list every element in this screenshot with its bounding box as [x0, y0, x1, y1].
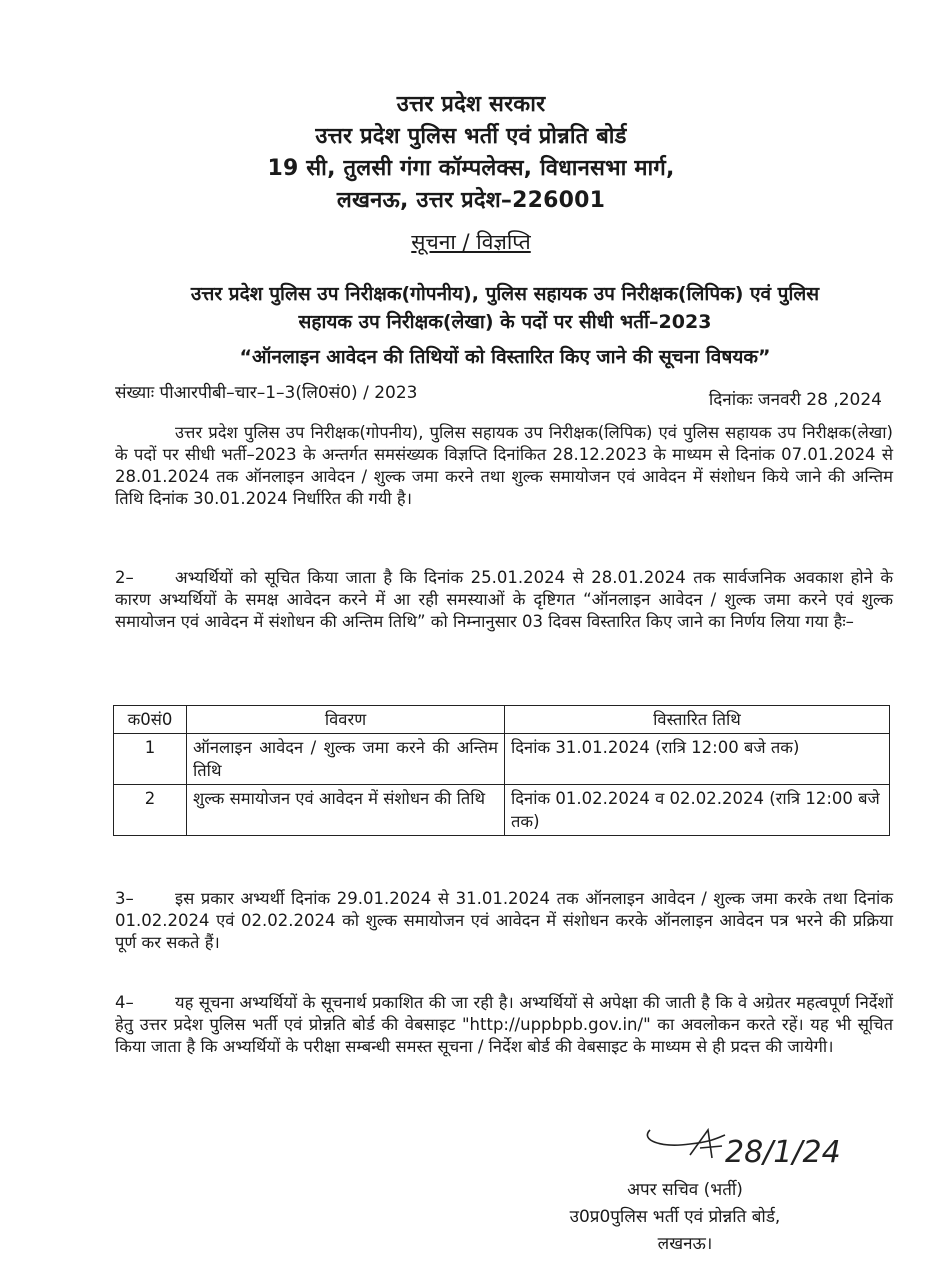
- header-govt: उत्तर प्रदेश सरकार: [396, 92, 546, 117]
- handwritten-signature: [630, 1110, 860, 1180]
- reference-date: दिनांकः जनवरी 28 ,2024: [708, 390, 882, 410]
- paragraph-3: [115, 888, 893, 954]
- paragraph-2-text: अभ्यर्थियों को सूचित किया जाता है कि दिनांक 25.01.2024 से 28.01.2024 तक सार्वजनिक अवकाश होने के कारण अभ्यर्थियों के समक्ष आवेदन करने में आ रही समस्याओं के दृष्टिगत “ऑनलाइन आवेदन / शुल्क जमा करने एवं शुल्क समायोजन एवं आवेदन में संशोधन की अन्तिम तिथि” को निम्नानुसार 03 दिवस विस्तारित किए जाने का निर्णय लिया गया हैः–: [115, 568, 893, 631]
- table-cell-details: शुल्क समायोजन एवं आवेदन में संशोधन की तिथि: [187, 785, 505, 836]
- signatory-place: लखनऊ।: [657, 1234, 713, 1254]
- header-board: उत्तर प्रदेश पुलिस भर्ती एवं प्रोन्नति बोर्ड: [315, 124, 627, 149]
- signatory-organisation: उ0प्र0पुलिस भर्ती एवं प्रोन्नति बोर्ड,: [569, 1207, 781, 1227]
- extended-dates-table: [113, 705, 890, 836]
- paragraph-2: [115, 567, 893, 633]
- table-cell-details: ऑनलाइन आवेदन / शुल्क जमा करने की अन्तिम तिथि: [187, 734, 505, 785]
- paragraph-4-text: यह सूचना अभ्यर्थियों के सूचनार्थ प्रकाशित की जा रही है। अभ्यर्थियों से अपेक्षा की जाती है कि वे अग्रेतर महत्वपूर्ण निर्देशों हेतु उत्तर प्रदेश पुलिस भर्ती एवं प्रोन्नति बोर्ड की वेबसाइट "http://uppbpb.gov.in/" का अवलोकन करते रहें। यह भी सूचित किया जाता है कि अभ्यर्थियों के परीक्षा सम्बन्धी समस्त सूचना / निर्देश बोर्ड की वेबसाइट के माध्यम से ही प्रदत्त की जायेगी।: [115, 993, 894, 1056]
- paragraph-4-number: 4–: [115, 993, 134, 1012]
- paragraph-1: उत्तर प्रदेश पुलिस उप निरीक्षक(गोपनीय), पुलिस सहायक उप निरीक्षक(लिपिक) एवं पुलिस सहायक उप निरीक्षक(लेखा) के पदों पर सीधी भर्ती–2023 के अन्तर्गत समसंख्यक विज्ञप्ति दिनांकित 28.12.2023 के माध्यम से दिनांक 07.01.2024 से 28.01.2024 तक ऑनलाइन आवेदन / शुल्क जमा करने तथा शुल्क समायोजन एवं आवेदन में संशोधन किये जाने की अन्तिम तिथि दिनांक 30.01.2024 निर्धारित की गयी है।: [115, 423, 893, 508]
- signatory-designation: अपर सचिव (भर्ती): [627, 1180, 743, 1200]
- paragraph-2-number: 2–: [115, 568, 134, 587]
- paragraph-4: [115, 992, 893, 1058]
- table-cell-date: दिनांक 31.01.2024 (रात्रि 12:00 बजे तक): [505, 734, 890, 785]
- paragraph-3-text: इस प्रकार अभ्यर्थी दिनांक 29.01.2024 से 31.01.2024 तक ऑनलाइन आवेदन / शुल्क जमा करके तथा दिनांक 01.02.2024 एवं 02.02.2024 को शुल्क समायोजन एवं आवेदन में संशोधन करके ऑनलाइन आवेदन पत्र भरने की प्रक्रिया पूर्ण कर सकते हैं।: [115, 889, 893, 952]
- table-header-row: [114, 706, 890, 734]
- header-address: 19 सी, तुलसी गंगा कॉम्पलेक्स, विधानसभा मार्ग,: [267, 156, 675, 181]
- subject-line-3: “ऑनलाइन आवेदन की तिथियों को विस्तारित किए जाने की सूचना विषयक”: [239, 346, 771, 368]
- paragraph-3-number: 3–: [115, 889, 134, 908]
- table-cell-sno: 2: [114, 785, 187, 836]
- header-city: लखनऊ, उत्तर प्रदेश–226001: [336, 188, 606, 213]
- table-header-details: विवरण: [187, 706, 505, 734]
- table-row: [114, 785, 890, 836]
- table-header-extended-date: विस्तारित तिथि: [505, 706, 890, 734]
- subject-line-2: सहायक उप निरीक्षक(लेखा) के पदों पर सीधी भर्ती–2023: [298, 311, 712, 333]
- notice-title: सूचना / विज्ञप्ति: [411, 230, 531, 254]
- subject-line-1: उत्तर प्रदेश पुलिस उप निरीक्षक(गोपनीय), पुलिस सहायक उप निरीक्षक(लिपिक) एवं पुलिस: [190, 283, 820, 305]
- table-header-sno: क0सं0: [114, 706, 187, 734]
- table-row: [114, 734, 890, 785]
- signature-date: 28/1/24: [725, 1135, 841, 1170]
- table-cell-date: दिनांक 01.02.2024 व 02.02.2024 (रात्रि 12:00 बजे तक): [505, 785, 890, 836]
- table-cell-sno: 1: [114, 734, 187, 785]
- reference-number: संख्याः पीआरपीबी–चार–1–3(लि0सं0) / 2023: [115, 383, 418, 403]
